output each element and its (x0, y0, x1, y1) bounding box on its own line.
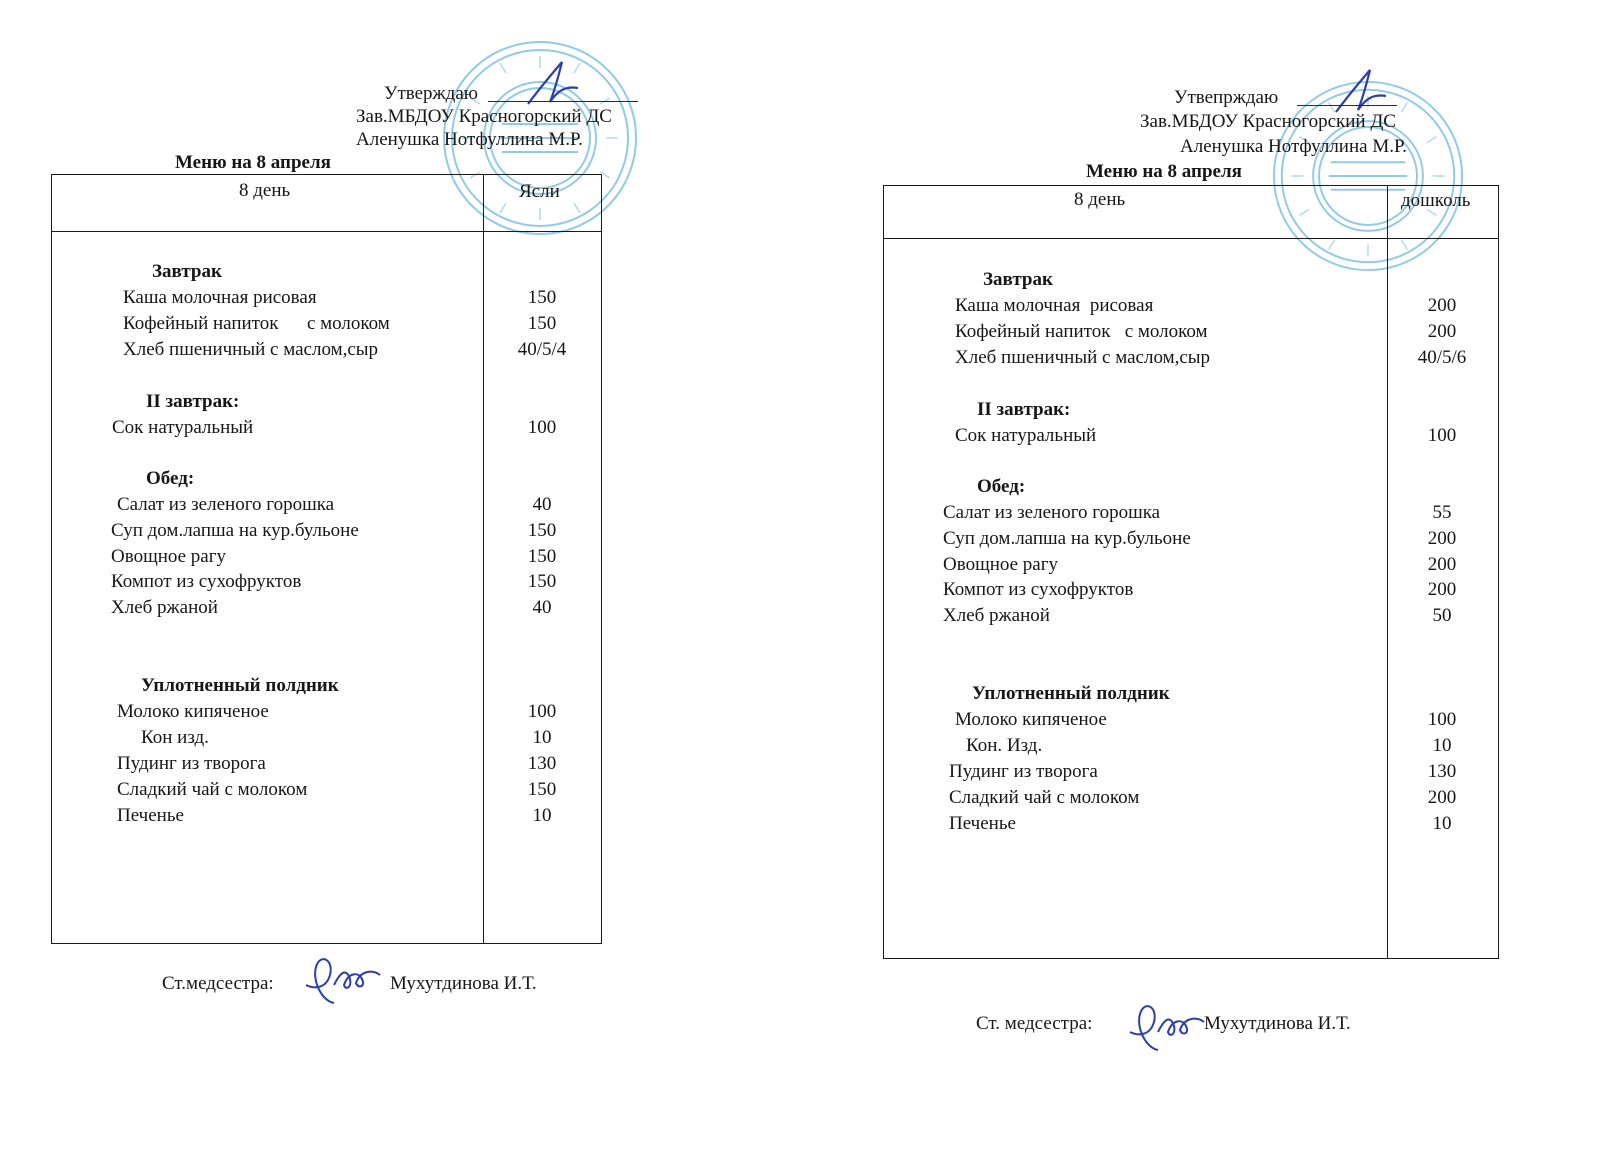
nurse-name: Мухутдинова И.Т. (390, 973, 537, 994)
section-heading: Обед: (146, 468, 195, 489)
menu-item: Каша молочная рисовая (955, 295, 1154, 316)
menu-item-value: 150 (527, 287, 557, 308)
nurse-name: Мухутдинова И.Т. (1204, 1013, 1351, 1034)
menu-item-value: 10 (532, 727, 552, 748)
approval-signature-icon (1328, 66, 1398, 116)
menu-item: Сладкий чай с молоком (949, 787, 1140, 808)
section-heading: II завтрак: (146, 391, 240, 412)
nurse-signature-icon (1124, 992, 1208, 1056)
menu-item: Хлеб ржаной (943, 605, 1050, 626)
nurse-signature-icon (300, 945, 384, 1009)
menu-item: Компот из сухофруктов (111, 571, 302, 592)
menu-item: Кон. Изд. (966, 735, 1043, 756)
menu-item-value: 100 (527, 417, 557, 438)
menu-item-value: 150 (527, 571, 557, 592)
menu-item: Печенье (117, 805, 184, 826)
menu-item: Кофейный напиток с молоком (955, 321, 1208, 342)
menu-item-value: 200 (1427, 554, 1457, 575)
menu-title: Меню на 8 апреля (175, 152, 331, 173)
header-day: 8 день (1074, 189, 1126, 210)
menu-item: Кон изд. (141, 727, 209, 748)
approval-person: Аленушка Нотфуллина М.Р. (1180, 136, 1407, 157)
section-heading: Завтрак (983, 269, 1053, 290)
menu-item: Суп дом.лапша на кур.бульоне (943, 528, 1191, 549)
section-heading: Уплотненный полдник (141, 675, 339, 696)
menu-item-value: 100 (1427, 709, 1457, 730)
menu-item: Овощное рагу (943, 554, 1059, 575)
menu-item: Салат из зеленого горошка (943, 502, 1161, 523)
menu-item-value: 10 (532, 805, 552, 826)
header-day: 8 день (239, 180, 291, 201)
menu-item-value: 100 (527, 701, 557, 722)
menu-item: Хлеб ржаной (111, 597, 218, 618)
section-heading: Уплотненный полдник (972, 683, 1170, 704)
approval-position: Зав.МБДОУ Красногорский ДС (356, 106, 612, 127)
menu-item-value: 50 (1432, 605, 1452, 626)
menu-item-value: 40/5/4 (517, 339, 567, 360)
section-heading: Завтрак (152, 261, 222, 282)
menu-item-value: 40/5/6 (1417, 347, 1467, 368)
menu-item-value: 100 (1427, 425, 1457, 446)
menu-title: Меню на 8 апреля (1086, 161, 1242, 182)
menu-item-value: 200 (1427, 579, 1457, 600)
menu-item: Сладкий чай с молоком (117, 779, 308, 800)
menu-item-value: 150 (527, 520, 557, 541)
nurse-label: Ст.медсестра: (162, 973, 274, 994)
approval-signature-line (488, 101, 638, 102)
menu-item: Хлеб пшеничный с маслом,сыр (123, 339, 379, 360)
menu-item-value: 10 (1432, 813, 1452, 834)
menu-item-value: 130 (527, 753, 557, 774)
menu-item-value: 40 (532, 597, 552, 618)
menu-item: Сок натуральный (112, 417, 254, 438)
menu-item-value: 200 (1427, 787, 1457, 808)
approval-position: Зав.МБДОУ Красногорский ДС (1140, 111, 1396, 132)
approval-person: Аленушка Нотфуллина М.Р. (356, 129, 583, 150)
menu-item: Компот из сухофруктов (943, 579, 1134, 600)
menu-item: Салат из зеленого горошка (117, 494, 335, 515)
menu-item-value: 150 (527, 546, 557, 567)
menu-item-value: 150 (527, 779, 557, 800)
menu-item: Кофейный напиток с молоком (123, 313, 390, 334)
menu-item: Каша молочная рисовая (123, 287, 317, 308)
menu-item: Сок натуральный (955, 425, 1097, 446)
header-group: дошколь (1401, 190, 1471, 211)
menu-item-value: 55 (1432, 502, 1452, 523)
menu-item-value: 130 (1427, 761, 1457, 782)
menu-item: Молоко кипяченое (955, 709, 1107, 730)
menu-item-value: 40 (532, 494, 552, 515)
menu-item-value: 10 (1432, 735, 1452, 756)
section-heading: II завтрак: (977, 399, 1071, 420)
approval-label: Утверждаю (384, 83, 478, 104)
menu-item: Хлеб пшеничный с маслом,сыр (955, 347, 1211, 368)
approval-label: Утвепрждаю (1174, 87, 1279, 108)
approval-signature-line (1297, 105, 1397, 106)
nurse-label: Ст. медсестра: (976, 1013, 1093, 1034)
header-group: Ясли (519, 181, 560, 202)
menu-item: Молоко кипяченое (117, 701, 269, 722)
menu-item: Пудинг из творога (117, 753, 266, 774)
menu-item-value: 200 (1427, 528, 1457, 549)
menu-item: Печенье (949, 813, 1016, 834)
menu-item-value: 150 (527, 313, 557, 334)
section-heading: Обед: (977, 476, 1026, 497)
menu-item: Суп дом.лапша на кур.бульоне (111, 520, 359, 541)
menu-item: Овощное рагу (111, 546, 227, 567)
menu-item-value: 200 (1427, 321, 1457, 342)
menu-item-value: 200 (1427, 295, 1457, 316)
menu-item: Пудинг из творога (949, 761, 1098, 782)
